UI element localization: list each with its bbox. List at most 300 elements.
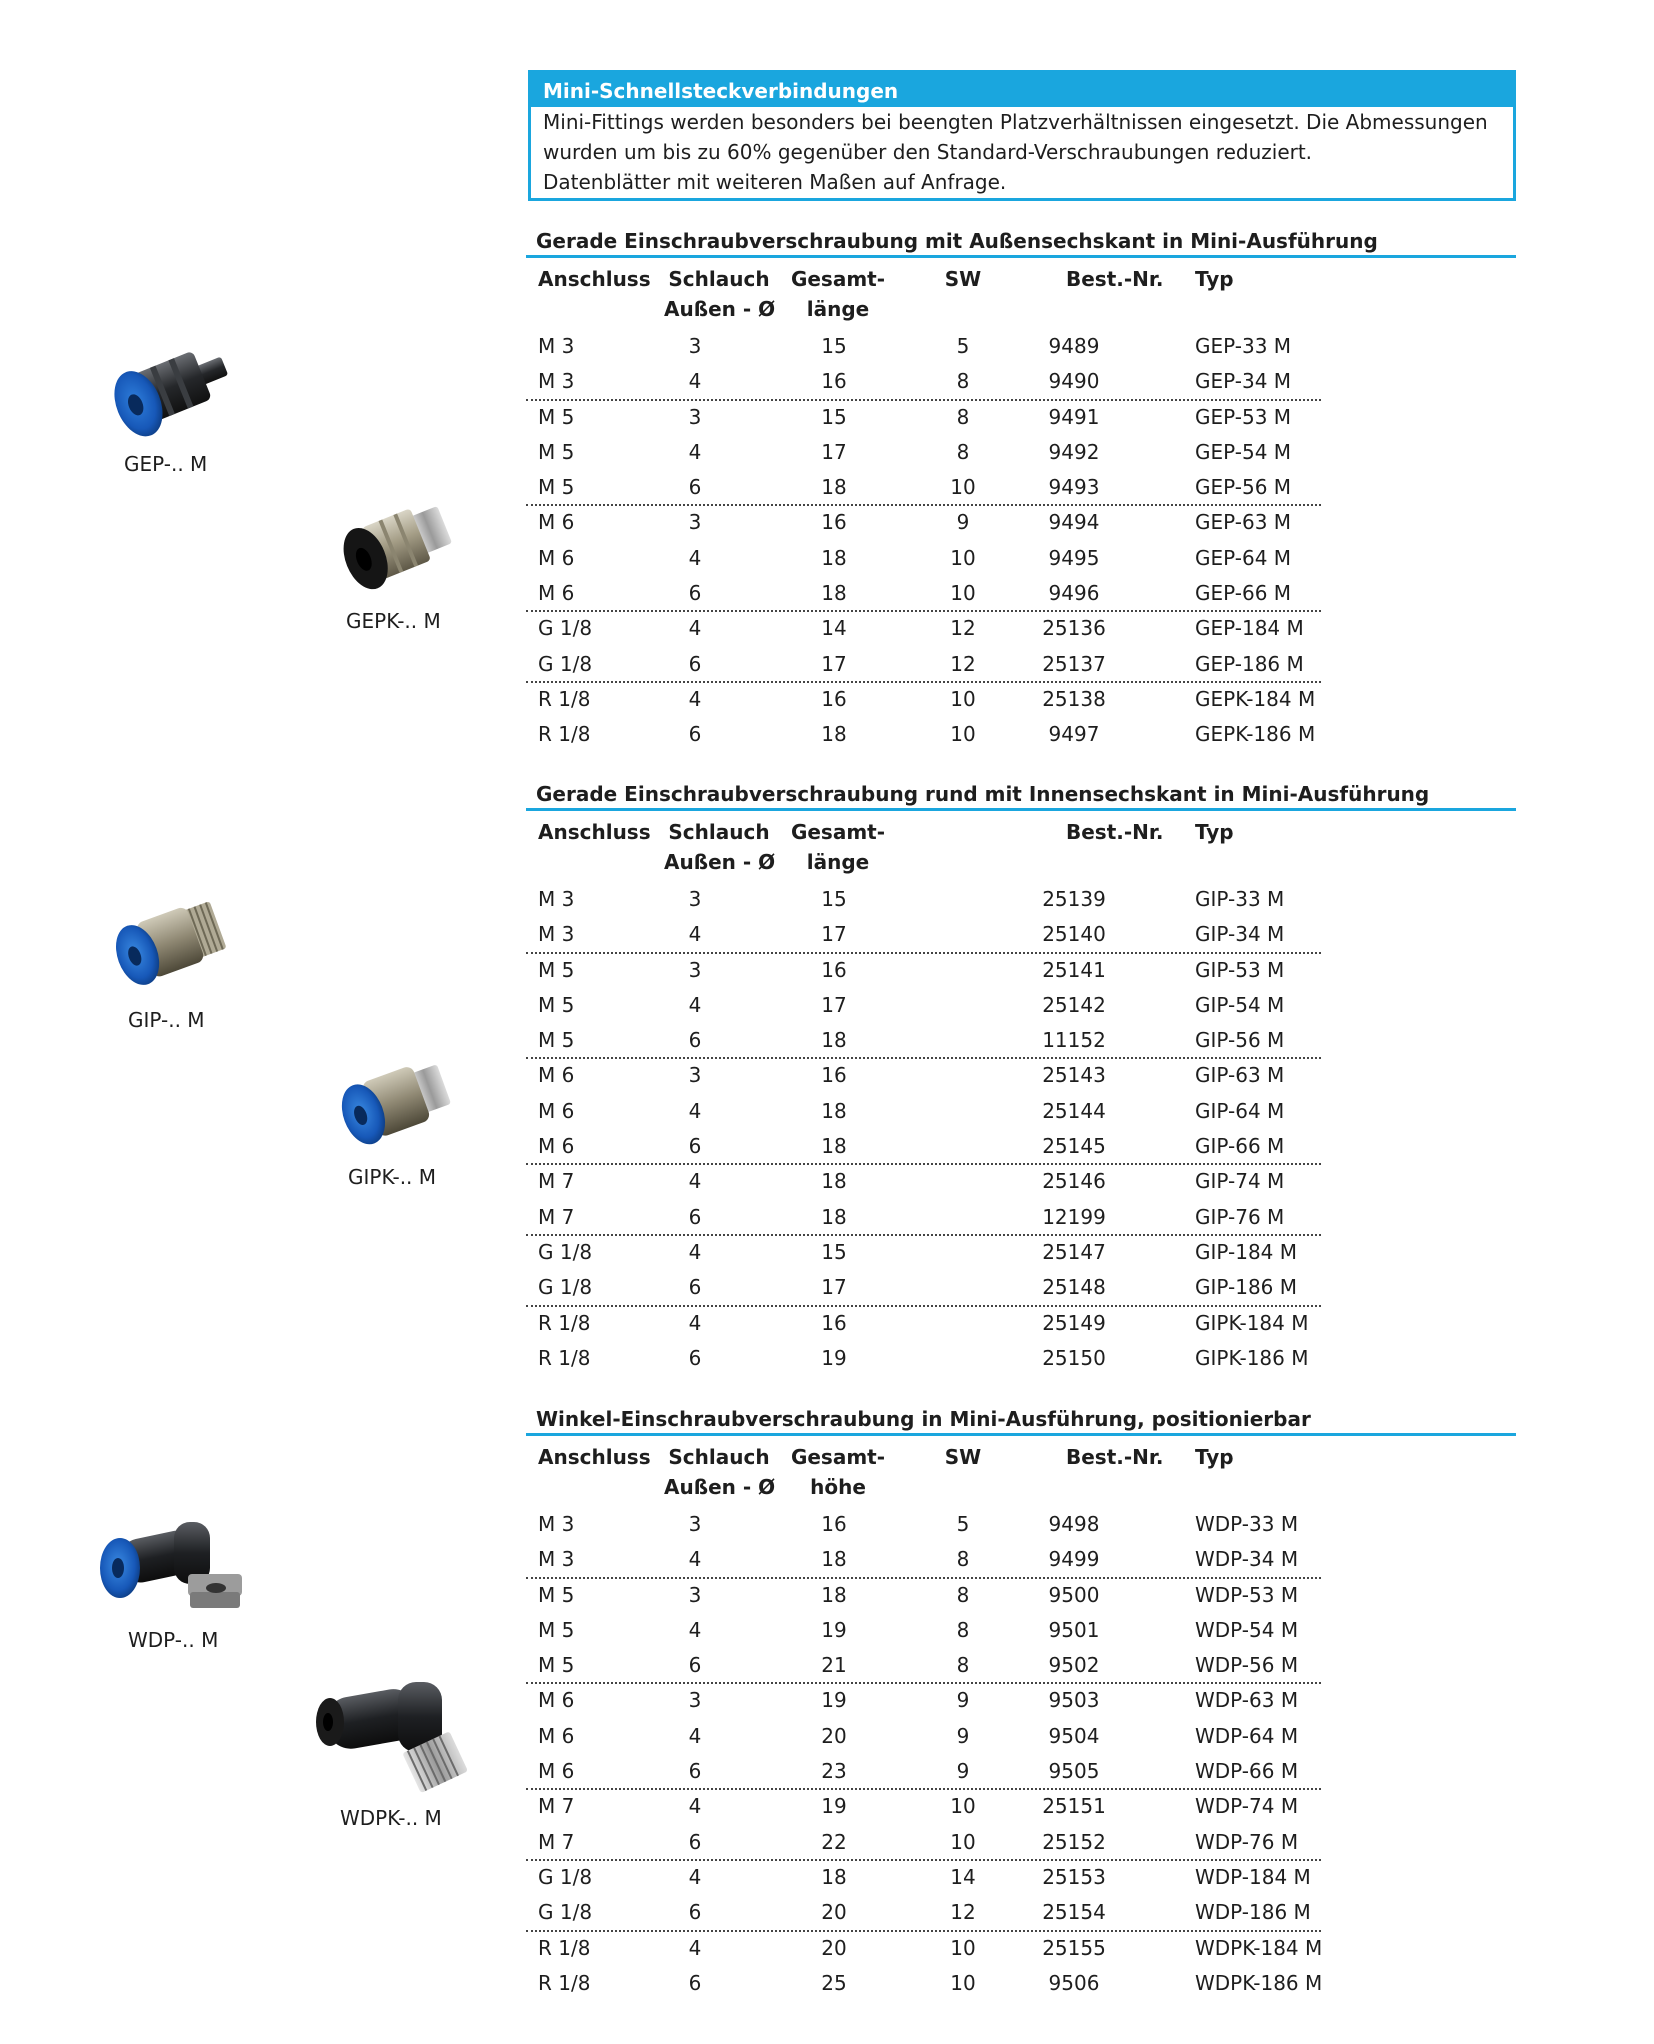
cell-typ: WDP-66 M <box>1195 1759 1299 1784</box>
table-row <box>526 1578 1516 1613</box>
cell-sw: 10 <box>950 1794 976 1819</box>
cell-best-nr: 9503 <box>1048 1688 1100 1713</box>
header-gesamt-sub: höhe <box>810 1475 866 1499</box>
cell-schlauch: 3 <box>688 1512 702 1536</box>
cell-sw: 12 <box>950 1900 976 1925</box>
cell-best-nr: 9502 <box>1048 1653 1100 1678</box>
cell-sw: 9 <box>956 1759 970 1784</box>
gep-fitting-image <box>100 336 240 446</box>
cell-typ: WDP-186 M <box>1195 1900 1311 1925</box>
cell-sw: 8 <box>956 1582 970 1607</box>
gepk-fitting-image <box>322 494 462 604</box>
cell-anschluss: M 5 <box>538 404 575 429</box>
table-row <box>526 1754 1516 1789</box>
cell-gesamt: 16 <box>821 510 847 535</box>
cell-typ: GEP-66 M <box>1195 581 1292 606</box>
cell-anschluss: M 6 <box>538 1134 575 1159</box>
cell-gesamt: 18 <box>821 722 847 747</box>
cell-sw: 10 <box>950 545 976 570</box>
cell-typ: GEP-54 M <box>1195 439 1292 464</box>
cell-sw: 9 <box>956 510 970 535</box>
gepk-caption: GEPK-.. M <box>346 609 441 633</box>
cell-sw: 9 <box>956 1723 970 1748</box>
cell-anschluss: M 5 <box>538 1653 575 1678</box>
cell-schlauch: 4 <box>688 369 702 394</box>
cell-schlauch: 4 <box>688 992 702 1017</box>
cell-anschluss: R 1/8 <box>538 686 591 711</box>
cell-best-nr: 25144 <box>1042 1098 1106 1123</box>
cell-typ: GIP-186 M <box>1195 1275 1298 1300</box>
cell-gesamt: 15 <box>821 404 847 429</box>
cell-gesamt: 16 <box>821 686 847 711</box>
cell-anschluss: M 6 <box>538 545 575 570</box>
header-gesamt-sub: länge <box>806 297 870 321</box>
cell-gesamt: 18 <box>821 475 847 500</box>
table-row <box>526 1966 1516 2001</box>
cell-schlauch: 3 <box>688 510 702 535</box>
table-row <box>526 1683 1516 1718</box>
cell-sw: 10 <box>950 1935 976 1960</box>
cell-schlauch: 4 <box>688 922 702 947</box>
table-row <box>526 1860 1516 1895</box>
header-schlauch-sub: Außen - Ø <box>664 297 776 321</box>
cell-gesamt: 17 <box>821 439 847 464</box>
cell-typ: GIPK-184 M <box>1195 1310 1309 1335</box>
table-header <box>526 817 1516 882</box>
header-best-nr: Best.-Nr. <box>1066 820 1164 844</box>
cell-typ: WDP-53 M <box>1195 1582 1299 1607</box>
cell-best-nr: 25142 <box>1042 992 1106 1017</box>
cell-best-nr: 25136 <box>1042 616 1106 641</box>
table-body <box>526 882 1516 1376</box>
cell-sw: 10 <box>950 686 976 711</box>
cell-gesamt: 20 <box>821 1935 847 1960</box>
cell-sw: 5 <box>956 334 970 358</box>
cell-gesamt: 18 <box>821 1098 847 1123</box>
cell-gesamt: 20 <box>821 1723 847 1748</box>
cell-best-nr: 25149 <box>1042 1310 1106 1335</box>
wdp-fitting-image <box>92 1508 262 1618</box>
wdp-caption: WDP-.. M <box>128 1628 219 1652</box>
table-row <box>526 329 1516 364</box>
cell-anschluss: M 6 <box>538 1063 575 1088</box>
cell-schlauch: 3 <box>688 1582 702 1607</box>
cell-anschluss: M 5 <box>538 957 575 982</box>
cell-typ: GIP-63 M <box>1195 1063 1285 1088</box>
cell-schlauch: 6 <box>688 1759 702 1784</box>
cell-anschluss: M 3 <box>538 922 575 947</box>
gipk-caption: GIPK-.. M <box>348 1165 437 1189</box>
cell-schlauch: 6 <box>688 475 702 500</box>
cell-schlauch: 4 <box>688 616 702 641</box>
cell-best-nr: 9504 <box>1048 1723 1100 1748</box>
header-schlauch: Schlauch <box>668 267 770 291</box>
header-gesamt: Gesamt- <box>790 820 886 844</box>
cell-anschluss: M 6 <box>538 1759 575 1784</box>
cell-schlauch: 6 <box>688 1204 702 1229</box>
cell-anschluss: M 3 <box>538 1512 575 1536</box>
cell-best-nr: 9497 <box>1048 722 1100 747</box>
cell-best-nr: 9500 <box>1048 1582 1100 1607</box>
cell-anschluss: G 1/8 <box>538 1239 593 1264</box>
cell-gesamt: 20 <box>821 1900 847 1925</box>
cell-schlauch: 3 <box>688 1688 702 1713</box>
section-wdp <box>526 1404 1516 2001</box>
table-row <box>526 1542 1516 1577</box>
cell-anschluss: R 1/8 <box>538 1970 591 1995</box>
table-row <box>526 1648 1516 1683</box>
cell-best-nr: 25139 <box>1042 887 1106 911</box>
table-row <box>526 1306 1516 1341</box>
cell-typ: GEP-56 M <box>1195 475 1292 500</box>
cell-schlauch: 6 <box>688 1275 702 1300</box>
table-row <box>526 1341 1516 1376</box>
table-row <box>526 470 1516 505</box>
cell-typ: GEPK-186 M <box>1195 722 1316 747</box>
cell-schlauch: 4 <box>688 1169 702 1194</box>
cell-typ: GIP-64 M <box>1195 1098 1285 1123</box>
table-row <box>526 541 1516 576</box>
cell-anschluss: M 7 <box>538 1169 575 1194</box>
cell-sw: 9 <box>956 1688 970 1713</box>
cell-gesamt: 16 <box>821 1512 847 1536</box>
gip-caption: GIP-.. M <box>128 1008 205 1032</box>
cell-typ: GIP-184 M <box>1195 1239 1298 1264</box>
cell-sw: 10 <box>950 722 976 747</box>
header-best-nr: Best.-Nr. <box>1066 1445 1164 1469</box>
cell-typ: WDP-64 M <box>1195 1723 1299 1748</box>
cell-gesamt: 19 <box>821 1617 847 1642</box>
table-row <box>526 1235 1516 1270</box>
cell-typ: GEP-64 M <box>1195 545 1292 570</box>
cell-sw: 12 <box>950 651 976 676</box>
cell-typ: WDP-33 M <box>1195 1512 1299 1536</box>
cell-schlauch: 6 <box>688 1028 702 1053</box>
cell-anschluss: M 5 <box>538 992 575 1017</box>
cell-typ: WDP-56 M <box>1195 1653 1299 1678</box>
table-row <box>526 1164 1516 1199</box>
table-header <box>526 1442 1516 1507</box>
header-schlauch: Schlauch <box>668 820 770 844</box>
cell-anschluss: M 3 <box>538 1547 575 1572</box>
cell-sw: 12 <box>950 616 976 641</box>
cell-schlauch: 6 <box>688 722 702 747</box>
cell-schlauch: 4 <box>688 1864 702 1889</box>
cell-sw: 8 <box>956 1547 970 1572</box>
cell-gesamt: 18 <box>821 1204 847 1229</box>
header-typ: Typ <box>1195 267 1234 291</box>
cell-typ: WDP-184 M <box>1195 1864 1311 1889</box>
header-anschluss: Anschluss <box>538 820 651 844</box>
cell-sw: 14 <box>950 1864 976 1889</box>
cell-best-nr: 9498 <box>1048 1512 1100 1536</box>
cell-gesamt: 15 <box>821 1239 847 1264</box>
cell-gesamt: 18 <box>821 1547 847 1572</box>
table-row <box>526 882 1516 917</box>
table-row <box>526 1789 1516 1824</box>
cell-best-nr: 9492 <box>1048 439 1100 464</box>
cell-schlauch: 4 <box>688 1794 702 1819</box>
cell-anschluss: G 1/8 <box>538 1275 593 1300</box>
cell-typ: GIP-53 M <box>1195 957 1285 982</box>
cell-gesamt: 18 <box>821 1169 847 1194</box>
cell-best-nr: 25138 <box>1042 686 1106 711</box>
cell-gesamt: 16 <box>821 1310 847 1335</box>
cell-gesamt: 23 <box>821 1759 847 1784</box>
cell-anschluss: R 1/8 <box>538 1935 591 1960</box>
table-row <box>526 1507 1516 1542</box>
cell-gesamt: 16 <box>821 957 847 982</box>
cell-anschluss: R 1/8 <box>538 722 591 747</box>
cell-best-nr: 9489 <box>1048 334 1100 358</box>
gip-fitting-image <box>98 890 238 1000</box>
cell-anschluss: M 7 <box>538 1829 575 1854</box>
table-row <box>526 1094 1516 1129</box>
cell-sw: 8 <box>956 1617 970 1642</box>
header-sw: SW <box>944 1445 982 1469</box>
section-title: Winkel-Einschraubverschraubung in Mini-Ausführung, positionierbar <box>526 1404 1516 1436</box>
cell-typ: GIP-56 M <box>1195 1028 1285 1053</box>
cell-anschluss: M 6 <box>538 1098 575 1123</box>
cell-typ: WDP-63 M <box>1195 1688 1299 1713</box>
cell-gesamt: 18 <box>821 1864 847 1889</box>
cell-best-nr: 25141 <box>1042 957 1106 982</box>
header-typ: Typ <box>1195 820 1234 844</box>
cell-typ: GIP-74 M <box>1195 1169 1285 1194</box>
cell-best-nr: 25145 <box>1042 1134 1106 1159</box>
cell-anschluss: G 1/8 <box>538 616 593 641</box>
table-row <box>526 953 1516 988</box>
table-row <box>526 1270 1516 1305</box>
cell-schlauch: 4 <box>688 1547 702 1572</box>
header-anschluss: Anschluss <box>538 267 651 291</box>
cell-anschluss: G 1/8 <box>538 651 593 676</box>
cell-typ: GEP-33 M <box>1195 334 1292 358</box>
header-typ: Typ <box>1195 1445 1234 1469</box>
cell-best-nr: 25151 <box>1042 1794 1106 1819</box>
header-anschluss: Anschluss <box>538 1445 651 1469</box>
table-row <box>526 1613 1516 1648</box>
header-gesamt: Gesamt- <box>790 1445 886 1469</box>
cell-gesamt: 15 <box>821 887 847 911</box>
table-header <box>526 264 1516 329</box>
cell-schlauch: 4 <box>688 1723 702 1748</box>
cell-gesamt: 18 <box>821 581 847 606</box>
cell-typ: WDPK-184 M <box>1195 1935 1323 1960</box>
cell-anschluss: M 7 <box>538 1794 575 1819</box>
table-row <box>526 1719 1516 1754</box>
cell-schlauch: 3 <box>688 404 702 429</box>
cell-anschluss: M 3 <box>538 369 575 394</box>
info-line: wurden um bis zu 60% gegenüber den Standard-Verschraubungen reduziert. <box>543 140 1313 164</box>
cell-schlauch: 3 <box>688 957 702 982</box>
table-row <box>526 1023 1516 1058</box>
info-box-title: Mini-Schnellsteckverbindungen <box>531 73 1513 107</box>
cell-best-nr: 11152 <box>1042 1028 1106 1053</box>
cell-best-nr: 25153 <box>1042 1864 1106 1889</box>
cell-best-nr: 9499 <box>1048 1547 1100 1572</box>
cell-best-nr: 25146 <box>1042 1169 1106 1194</box>
section-title: Gerade Einschraubverschraubung mit Außensechskant in Mini-Ausführung <box>526 226 1516 258</box>
header-schlauch-sub: Außen - Ø <box>664 1475 776 1499</box>
cell-schlauch: 4 <box>688 1617 702 1642</box>
cell-best-nr: 9496 <box>1048 581 1100 606</box>
cell-schlauch: 6 <box>688 1134 702 1159</box>
header-schlauch-sub: Außen - Ø <box>664 850 776 874</box>
table-row <box>526 435 1516 470</box>
cell-typ: WDP-74 M <box>1195 1794 1299 1819</box>
cell-sw: 10 <box>950 475 976 500</box>
cell-schlauch: 4 <box>688 545 702 570</box>
cell-typ: GIP-76 M <box>1195 1204 1285 1229</box>
cell-sw: 8 <box>956 369 970 394</box>
cell-gesamt: 19 <box>821 1345 847 1370</box>
cell-gesamt: 21 <box>821 1653 847 1678</box>
cell-best-nr: 9494 <box>1048 510 1100 535</box>
table-body <box>526 329 1516 753</box>
cell-best-nr: 25152 <box>1042 1829 1106 1854</box>
table-row <box>526 1931 1516 1966</box>
cell-best-nr: 25155 <box>1042 1935 1106 1960</box>
cell-typ: GIP-34 M <box>1195 922 1285 947</box>
table-row <box>526 400 1516 435</box>
cell-schlauch: 3 <box>688 887 702 911</box>
cell-anschluss: M 6 <box>538 510 575 535</box>
cell-typ: WDPK-186 M <box>1195 1970 1323 1995</box>
cell-anschluss: G 1/8 <box>538 1864 593 1889</box>
cell-gesamt: 18 <box>821 545 847 570</box>
table-row <box>526 1895 1516 1930</box>
cell-anschluss: M 3 <box>538 887 575 911</box>
info-box-text <box>531 107 1513 197</box>
cell-typ: GIPK-186 M <box>1195 1345 1309 1370</box>
cell-typ: GEP-184 M <box>1195 616 1304 641</box>
cell-anschluss: M 3 <box>538 334 575 358</box>
cell-schlauch: 4 <box>688 439 702 464</box>
header-gesamt-sub: länge <box>806 850 870 874</box>
table-row <box>526 717 1516 752</box>
table-row <box>526 1129 1516 1164</box>
cell-best-nr: 9495 <box>1048 545 1100 570</box>
info-line: Mini-Fittings werden besonders bei beengten Platzverhältnissen eingesetzt. Die Abmessungen <box>543 110 1488 134</box>
cell-sw: 8 <box>956 404 970 429</box>
table-row <box>526 682 1516 717</box>
cell-schlauch: 4 <box>688 1098 702 1123</box>
info-line: Datenblätter mit weiteren Maßen auf Anfrage. <box>543 170 1007 194</box>
cell-best-nr: 12199 <box>1042 1204 1106 1229</box>
cell-anschluss: M 5 <box>538 475 575 500</box>
cell-anschluss: M 7 <box>538 1204 575 1229</box>
cell-schlauch: 6 <box>688 651 702 676</box>
cell-schlauch: 4 <box>688 1935 702 1960</box>
cell-schlauch: 3 <box>688 334 702 358</box>
cell-sw: 8 <box>956 1653 970 1678</box>
table-row <box>526 1825 1516 1860</box>
section-gep <box>526 226 1516 753</box>
header-gesamt: Gesamt- <box>790 267 886 291</box>
cell-typ: GEPK-184 M <box>1195 686 1316 711</box>
table-row <box>526 1200 1516 1235</box>
cell-typ: WDP-34 M <box>1195 1547 1299 1572</box>
section-title: Gerade Einschraubverschraubung rund mit Innensechskant in Mini-Ausführung <box>526 779 1516 811</box>
gep-caption: GEP-.. M <box>124 452 208 476</box>
table-row <box>526 988 1516 1023</box>
cell-gesamt: 16 <box>821 369 847 394</box>
cell-schlauch: 6 <box>688 1970 702 1995</box>
cell-schlauch: 4 <box>688 1239 702 1264</box>
cell-schlauch: 3 <box>688 1063 702 1088</box>
cell-gesamt: 17 <box>821 922 847 947</box>
cell-anschluss: M 5 <box>538 1028 575 1053</box>
cell-gesamt: 18 <box>821 1134 847 1159</box>
cell-sw: 5 <box>956 1512 970 1536</box>
cell-gesamt: 25 <box>821 1970 847 1995</box>
table-row <box>526 576 1516 611</box>
table-row <box>526 1058 1516 1093</box>
cell-anschluss: R 1/8 <box>538 1310 591 1335</box>
cell-sw: 10 <box>950 581 976 606</box>
wdpk-caption: WDPK-.. M <box>340 1806 442 1830</box>
table-row <box>526 917 1516 952</box>
cell-best-nr: 25150 <box>1042 1345 1106 1370</box>
cell-typ: WDP-54 M <box>1195 1617 1299 1642</box>
cell-anschluss: G 1/8 <box>538 1900 593 1925</box>
cell-typ: GIP-54 M <box>1195 992 1285 1017</box>
cell-sw: 10 <box>950 1970 976 1995</box>
cell-best-nr: 9501 <box>1048 1617 1100 1642</box>
cell-best-nr: 25154 <box>1042 1900 1106 1925</box>
cell-typ: GEP-53 M <box>1195 404 1292 429</box>
cell-anschluss: M 6 <box>538 1723 575 1748</box>
cell-best-nr: 25137 <box>1042 651 1106 676</box>
cell-anschluss: M 6 <box>538 581 575 606</box>
cell-typ: GEP-34 M <box>1195 369 1292 394</box>
cell-gesamt: 17 <box>821 651 847 676</box>
cell-schlauch: 6 <box>688 1653 702 1678</box>
cell-best-nr: 25147 <box>1042 1239 1106 1264</box>
cell-anschluss: M 5 <box>538 1582 575 1607</box>
cell-sw: 10 <box>950 1829 976 1854</box>
cell-gesamt: 18 <box>821 1582 847 1607</box>
table-body <box>526 1507 1516 2001</box>
cell-gesamt: 19 <box>821 1794 847 1819</box>
cell-schlauch: 6 <box>688 1345 702 1370</box>
cell-gesamt: 17 <box>821 1275 847 1300</box>
cell-gesamt: 17 <box>821 992 847 1017</box>
cell-schlauch: 4 <box>688 1310 702 1335</box>
table-row <box>526 364 1516 399</box>
cell-best-nr: 25140 <box>1042 922 1106 947</box>
cell-best-nr: 9505 <box>1048 1759 1100 1784</box>
cell-schlauch: 6 <box>688 581 702 606</box>
cell-schlauch: 4 <box>688 686 702 711</box>
cell-gesamt: 16 <box>821 1063 847 1088</box>
table-row <box>526 611 1516 646</box>
wdpk-fitting-image <box>306 1664 486 1794</box>
header-sw: SW <box>944 267 982 291</box>
cell-best-nr: 9493 <box>1048 475 1100 500</box>
cell-anschluss: R 1/8 <box>538 1345 591 1370</box>
cell-best-nr: 25143 <box>1042 1063 1106 1088</box>
cell-gesamt: 15 <box>821 334 847 358</box>
cell-best-nr: 25148 <box>1042 1275 1106 1300</box>
section-gip <box>526 779 1516 1376</box>
gipk-fitting-image <box>322 1050 462 1160</box>
cell-schlauch: 6 <box>688 1829 702 1854</box>
cell-best-nr: 9506 <box>1048 1970 1100 1995</box>
cell-gesamt: 19 <box>821 1688 847 1713</box>
cell-anschluss: M 5 <box>538 1617 575 1642</box>
